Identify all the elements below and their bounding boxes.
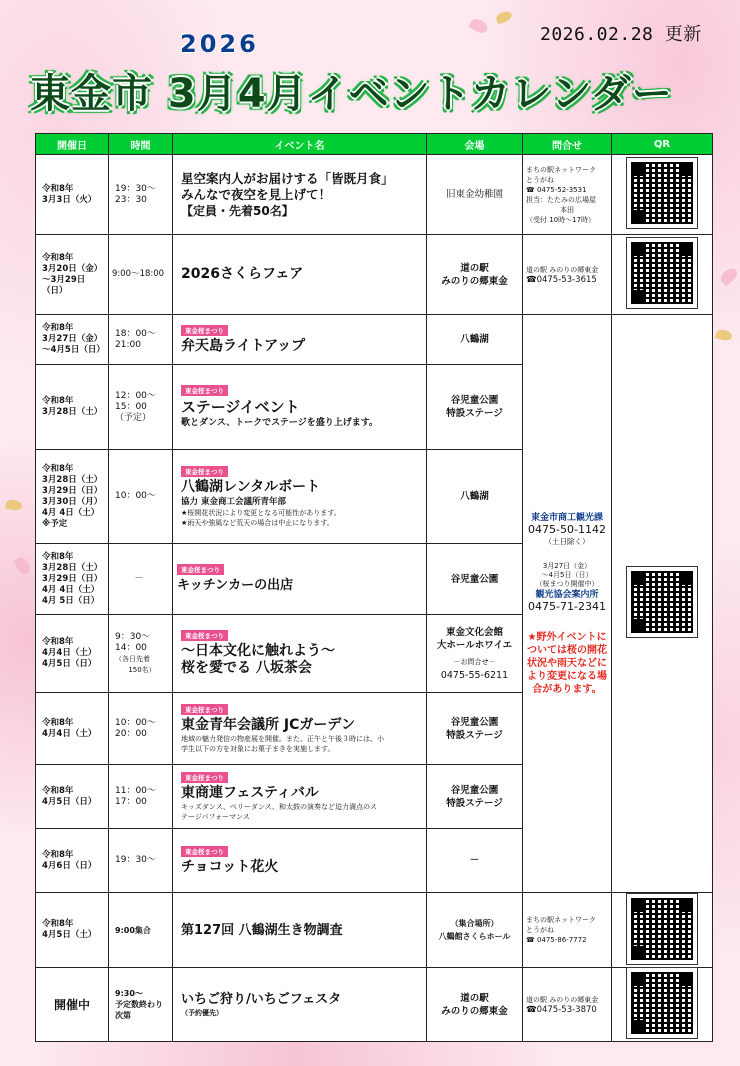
venue-line: 八鶴湖 <box>460 334 489 345</box>
qr-code[interactable] <box>627 567 697 637</box>
event-name: ステージイベント <box>181 398 300 416</box>
event-name-cell <box>173 544 427 615</box>
petal-decoration <box>5 499 22 512</box>
qr-cell <box>612 968 713 1042</box>
event-detail: （予約優先） <box>181 1009 223 1017</box>
time-line: 10：00～ <box>115 491 156 501</box>
col-header-qr: QR <box>612 134 713 155</box>
event-venue <box>427 829 523 893</box>
date-line: ～3月29日 <box>42 274 86 285</box>
date-line: ～4月5日（日） <box>42 345 105 355</box>
contact-period: （桜まつり開催中） <box>535 579 599 588</box>
event-date <box>36 829 109 893</box>
venue-line: 大ホールホワイエ <box>436 639 513 651</box>
event-name: 東金青年会議所 JCガーデン <box>181 716 356 733</box>
time-line: 15：00 <box>115 401 147 412</box>
date-line: 3月30日（月） <box>42 496 103 507</box>
date-line: ※予定 <box>42 518 68 529</box>
date-line: 4月 4日（土） <box>42 584 100 595</box>
venue-line: みのりの郷東金 <box>441 275 508 287</box>
venue-line: 特設ステージ <box>446 797 503 809</box>
contact-line: （受付 10時～17時） <box>526 215 596 224</box>
date-line: 4月4日（土） <box>42 728 97 739</box>
festival-tag: 東金桜まつり <box>181 385 228 396</box>
festival-contact <box>527 512 607 696</box>
qr-code[interactable] <box>627 968 697 1038</box>
qr-code[interactable] <box>627 158 697 228</box>
event-name: 八鶴湖レンタルボート <box>181 478 321 495</box>
contact-org-2: 観光協会案内所 <box>535 589 599 600</box>
date-line: 3月29日（日） <box>42 573 103 584</box>
event-venue <box>427 450 523 544</box>
event-date <box>36 315 109 365</box>
event-venue <box>427 544 523 615</box>
table-header-row <box>36 134 713 155</box>
qr-cell <box>612 235 713 315</box>
venue-line: 東金文化会館 <box>445 626 503 638</box>
event-detail: 地域の魅力発信の物産展を開催。また、正午と午後３時には、小 <box>181 734 384 743</box>
event-time <box>109 365 173 450</box>
date-line: 令和8年 <box>42 551 74 562</box>
contact-tel-2: 0475-71-2341 <box>528 599 606 613</box>
festival-tag: 東金桜まつり <box>181 772 228 783</box>
contact-period: 3月27日（金） <box>542 561 592 570</box>
venue-line: － <box>469 855 480 866</box>
date-line: 4月 4日（土） <box>42 507 100 518</box>
col-header-event: イベント名 <box>173 134 427 155</box>
qr-cell <box>612 315 713 893</box>
event-name: いちご狩り/いちごフェスタ <box>181 992 342 1007</box>
date-line: 3月29日（日） <box>42 485 103 496</box>
date-line: 令和8年 <box>42 849 74 860</box>
event-name-cell <box>173 235 427 315</box>
event-contact <box>523 235 612 315</box>
festival-tag: 東金桜まつり <box>181 846 228 857</box>
table-row <box>36 893 713 968</box>
date-line: 3月28日（土） <box>42 562 103 573</box>
event-name: 弁天島ライトアップ <box>181 337 306 354</box>
page-title: 東金市 3月4月イベントカレンダー <box>30 71 673 117</box>
time-line: 次第 <box>115 1011 131 1020</box>
event-time <box>109 693 173 765</box>
event-venue <box>427 315 523 365</box>
date-line: 4月6日（日） <box>42 860 97 871</box>
event-name-cell <box>173 615 427 693</box>
date-line: 3月28日（土） <box>42 474 103 485</box>
event-name: チョコット花火 <box>181 858 279 875</box>
event-contact <box>523 155 612 235</box>
event-time <box>109 450 173 544</box>
date-line: 令和8年 <box>42 396 74 406</box>
event-detail: 学生以下の方を対象にお菓子まきを実施します。 <box>181 744 335 753</box>
time-line: （予定） <box>115 412 152 423</box>
event-contact <box>523 893 612 968</box>
date-line: 3月28日（土） <box>42 407 103 417</box>
date-line: （日） <box>42 285 68 296</box>
event-name: 桜を愛でる 八坂茶会 <box>181 660 312 676</box>
event-name: 【定員・先着50名】 <box>181 203 294 218</box>
petal-decoration <box>715 328 733 342</box>
qr-code[interactable] <box>627 894 697 964</box>
event-venue <box>427 615 523 693</box>
date-line: 3月3日（火） <box>42 194 97 205</box>
contact-line: ☎ 0475-86-7772 <box>526 936 587 944</box>
contact-line: 道の駅 みのりの郷東金 <box>526 265 599 274</box>
venue-line: 谷児童公園 <box>450 395 499 406</box>
time-line: 9:00～18:00 <box>112 269 165 279</box>
time-line: 予定数終わり <box>115 1000 163 1009</box>
time-line: 21:00 <box>115 339 141 350</box>
event-name-cell <box>173 829 427 893</box>
venue-line: 旧東金幼稚園 <box>445 189 503 200</box>
date-line: 令和8年 <box>42 323 74 333</box>
event-venue <box>427 968 523 1042</box>
date-line: 4月4日（土） <box>42 648 97 658</box>
event-name: 東商連フェスティバル <box>181 784 319 801</box>
festival-contact-cell <box>523 315 612 893</box>
contact-org-1: 東金市商工観光課 <box>530 512 603 523</box>
event-date <box>36 365 109 450</box>
date-line: 令和8年 <box>42 919 74 929</box>
event-time <box>109 893 173 968</box>
time-line: 9：30～ <box>115 631 151 642</box>
event-venue <box>427 765 523 829</box>
event-time <box>109 615 173 693</box>
venue-line: 八鶴館さくらホール <box>438 932 511 941</box>
date-line: 4月5日（日） <box>42 796 97 807</box>
title-year: 2026 <box>180 30 259 58</box>
qr-code[interactable] <box>627 238 697 308</box>
event-time <box>109 829 173 893</box>
event-name: 2026さくらフェア <box>181 266 304 282</box>
event-date <box>36 693 109 765</box>
venue-line: （集合場所） <box>450 919 499 928</box>
event-venue <box>427 365 523 450</box>
event-time <box>109 235 173 315</box>
festival-tag: 東金桜まつり <box>177 564 224 575</box>
event-venue <box>427 893 523 968</box>
event-date <box>36 765 109 829</box>
venue-line: 0475-55-6211 <box>440 669 509 681</box>
event-name-cell <box>173 765 427 829</box>
event-name-cell <box>173 315 427 365</box>
date-line: 令和8年 <box>42 252 74 263</box>
time-line: （各日先着 <box>115 654 150 663</box>
event-name: 第127回 八鶴湖生き物調査 <box>181 922 343 938</box>
festival-tag: 東金桜まつり <box>181 325 228 336</box>
event-name: キッチンカーの出店 <box>177 578 294 593</box>
time-line: 10：00～ <box>115 717 156 728</box>
event-date <box>36 450 109 544</box>
date-line: 令和8年 <box>42 183 74 194</box>
time-line: － <box>134 573 144 584</box>
contact-line: ☎0475-53-3615 <box>526 274 597 285</box>
venue-line: 道の駅 <box>460 992 489 1004</box>
date-line: 令和8年 <box>42 717 74 728</box>
col-header-time: 時間 <box>109 134 173 155</box>
event-time <box>109 155 173 235</box>
event-detail: キッズダンス、ベリーダンス、和太鼓の演奏など迫力満点のス <box>181 802 377 811</box>
time-line: 18：00～ <box>115 328 156 339</box>
event-time <box>109 315 173 365</box>
event-venue <box>427 235 523 315</box>
event-time <box>109 968 173 1042</box>
event-name-cell <box>173 155 427 235</box>
event-time <box>109 544 173 615</box>
date-line: 4月 5日（日） <box>42 595 100 606</box>
time-line: 9:30～ <box>115 989 143 998</box>
date-line: 開催中 <box>53 998 90 1012</box>
venue-line: 谷児童公園 <box>450 716 499 728</box>
time-line: 23：30 <box>115 194 147 205</box>
contact-period: ～4月5日（日） <box>541 570 593 579</box>
festival-tag: 東金桜まつり <box>181 704 228 715</box>
festival-tag: 東金桜まつり <box>181 630 228 641</box>
event-calendar-table <box>35 133 713 1042</box>
event-venue <box>427 693 523 765</box>
petal-decoration <box>718 266 740 287</box>
time-line: 14：00 <box>115 642 147 653</box>
date-line: 4月5日（日） <box>42 659 97 669</box>
contact-line: とうがね <box>526 175 554 184</box>
contact-tel-1: 0475-50-1142 <box>528 522 606 536</box>
col-header-contact: 問合せ <box>523 134 612 155</box>
venue-line: みのりの郷東金 <box>441 1005 508 1017</box>
table-row <box>36 315 713 365</box>
date-line: 3月20日（金） <box>42 263 103 274</box>
contact-line: ☎ 0475-52-3531 <box>526 185 587 194</box>
col-header-date: 開催日 <box>36 134 109 155</box>
event-date <box>36 615 109 693</box>
venue-line: 特設ステージ <box>446 408 503 419</box>
event-name-cell <box>173 693 427 765</box>
contact-line: 道の駅 みのりの郷東金 <box>526 995 599 1004</box>
time-line: 20：00 <box>115 728 147 739</box>
time-line: 12：00～ <box>115 390 156 401</box>
contact-line: 本田 <box>560 205 574 214</box>
col-header-venue: 会場 <box>427 134 523 155</box>
event-date <box>36 544 109 615</box>
qr-cell <box>612 155 713 235</box>
event-name-cell <box>173 968 427 1042</box>
event-venue <box>427 155 523 235</box>
event-name-cell <box>173 893 427 968</box>
venue-line: 特設ステージ <box>446 729 503 741</box>
table-row <box>36 155 713 235</box>
contact-line: まちの駅ネットワーク <box>526 165 596 174</box>
table-row <box>36 968 713 1042</box>
weather-warning: ★野外イベントについては桜の開花状況や雨天などにより変更になる場合があります。 <box>527 631 607 695</box>
time-line: 9:00集合 <box>115 925 151 935</box>
event-detail: ★桜開花状況により変更となる可能性があります。 <box>181 508 341 517</box>
date-line: 令和8年 <box>42 785 74 796</box>
time-line: 150名） <box>128 665 156 674</box>
event-date <box>36 893 109 968</box>
event-detail: 協力 東金商工会議所青年部 <box>181 496 286 507</box>
date-line: 令和8年 <box>42 637 74 647</box>
contact-line: 担当：たたみの広場屋 <box>526 195 596 204</box>
table-row <box>36 235 713 315</box>
festival-tag: 東金桜まつり <box>181 466 228 477</box>
event-name: 星空案内人がお届けする「皆既月食」 <box>181 170 394 186</box>
time-line: 19：30～ <box>115 855 156 865</box>
venue-line: 谷児童公園 <box>450 784 499 796</box>
event-name-cell <box>173 365 427 450</box>
event-date <box>36 235 109 315</box>
venue-line: －お問合せ－ <box>453 657 496 666</box>
updated-date: 2026.02.28 更新 <box>540 24 702 45</box>
contact-line: まちの駅ネットワーク <box>526 916 596 924</box>
venue-line: 八鶴湖 <box>460 491 489 502</box>
date-line: 4月5日（土） <box>42 930 97 940</box>
event-date <box>36 968 109 1042</box>
event-time <box>109 765 173 829</box>
contact-line: とうがね <box>526 926 554 934</box>
event-detail: 歌とダンス、トークでステージを盛り上げます。 <box>181 418 379 428</box>
event-name-cell <box>173 450 427 544</box>
venue-line: 谷児童公園 <box>450 573 499 585</box>
time-line: 17：00 <box>115 796 147 807</box>
event-detail: テージパフォーマンス <box>181 812 250 821</box>
venue-line: 道の駅 <box>460 262 489 274</box>
event-name: ～日本文化に触れよう～ <box>181 643 335 659</box>
qr-cell <box>612 893 713 968</box>
contact-note-1: （土日除く） <box>544 536 590 546</box>
event-date <box>36 155 109 235</box>
time-line: 11：00～ <box>115 785 156 796</box>
event-name: みんなで夜空を見上げて！ <box>181 186 332 202</box>
petal-decoration <box>468 16 490 35</box>
event-contact <box>523 968 612 1042</box>
date-line: 3月27日（金） <box>42 334 103 344</box>
petal-decoration <box>495 10 513 25</box>
date-line: 令和8年 <box>42 463 74 474</box>
time-line: 19：30～ <box>115 183 156 194</box>
contact-line: ☎0475-53-3870 <box>526 1004 597 1015</box>
event-detail: ★雨天や強風など荒天の場合は中止になります。 <box>181 518 334 527</box>
petal-decoration <box>13 555 32 577</box>
